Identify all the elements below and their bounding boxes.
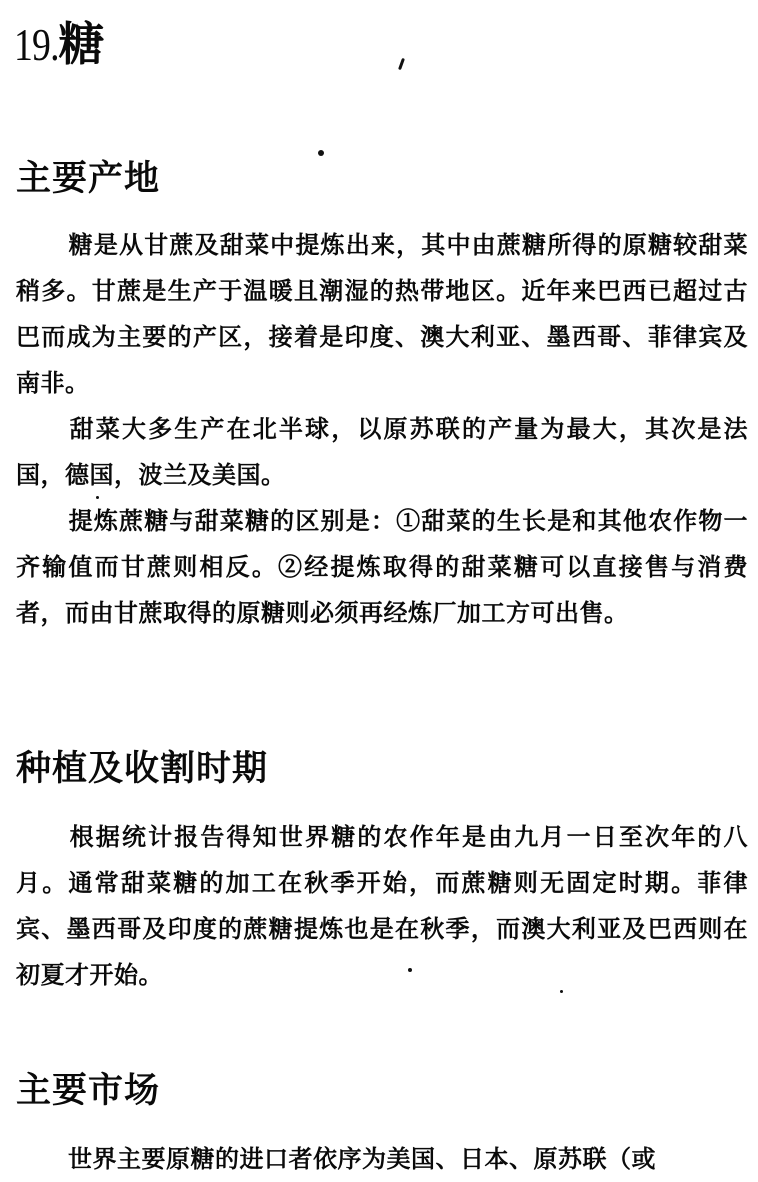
paragraph <box>16 222 748 406</box>
paragraph-text: 甜菜大多生产在北半球，以原苏联的产量为最大，其次是法国，德国，波兰及美国。 <box>16 414 748 489</box>
paragraph-text: 世界主要原糖的进口者依序为美国、日本、原苏联（或 <box>68 1144 656 1173</box>
chapter-title <box>14 12 104 77</box>
scan-speck <box>398 58 405 70</box>
scan-speck <box>318 150 324 156</box>
paragraph-text: 根据统计报告得知世界糖的农作年是由九月一日至次年的八月。通常甜菜糖的加工在秋季开始，而蔗糖则无固定时期。菲律宾、墨西哥及印度的蔗糖提炼也是在秋季，而澳大利亚及巴西则在初夏才开始。 <box>16 822 748 989</box>
section-heading-planting-harvest-period: 种植及收割时期 <box>16 748 269 789</box>
paragraph-text: 糖是从甘蔗及甜菜中提炼出来，其中由蔗糖所得的原糖较甜菜稍多。甘蔗是生产于温暖且潮湿的热带地区。近年来巴西已超过古巴而成为主要的产区，接着是印度、澳大利亚、墨西哥、菲律宾及南非。 <box>16 230 748 397</box>
paragraph <box>16 1136 748 1182</box>
section-heading-main-production-areas: 主要产地 <box>16 158 161 199</box>
paragraph <box>16 498 748 636</box>
section-heading-main-markets: 主要市场 <box>16 1070 161 1111</box>
paragraph-text: 提炼蔗糖与甜菜糖的区别是：①甜菜的生长是和其他农作物一齐输值而甘蔗则相反。②经提炼取得的甜菜糖可以直接售与消费者，而由甘蔗取得的原糖则必须再经炼厂加工方可出售。 <box>16 506 748 627</box>
paragraph <box>16 406 748 498</box>
scan-speck <box>408 968 412 972</box>
paragraph <box>16 814 748 998</box>
scan-speck <box>96 496 99 499</box>
chapter-number: 19. <box>14 19 59 70</box>
scan-speck <box>560 990 563 993</box>
chapter-name: 糖 <box>58 17 104 71</box>
